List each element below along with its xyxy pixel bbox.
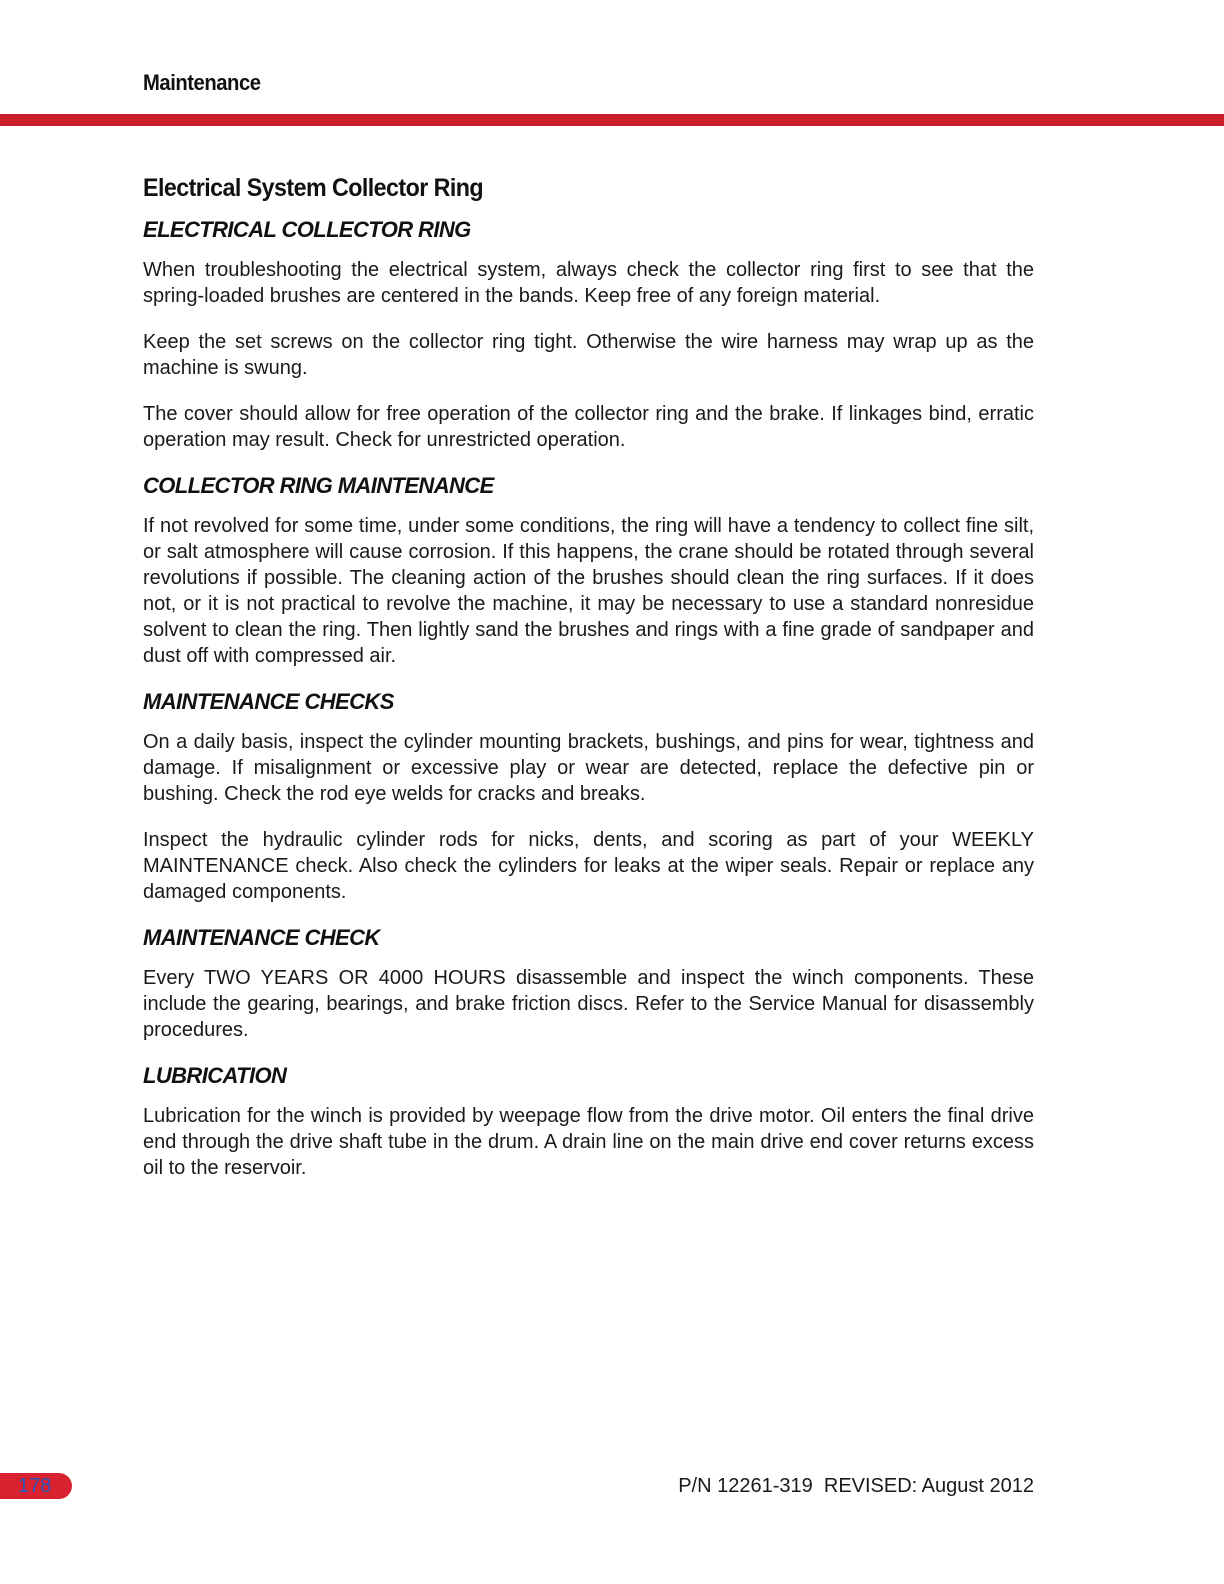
running-header: Maintenance [143,70,261,95]
page-content [143,174,1034,1201]
footer-part-info: P/N 12261-319 REVISED: August 2012 [678,1475,1034,1497]
subheading-lubrication: LUBRICATION [143,1063,287,1088]
subheading-collector-ring-maintenance: COLLECTOR RING MAINTENANCE [143,473,494,498]
paragraph: Inspect the hydraulic cylinder rods for nicks, dents, and scoring as part of your WEEKLY MAINTENANCE check. Also check the cylinders for leaks at the wiper seals. Repair or replace any damaged components. [143,829,1034,903]
subheading-maintenance-checks: MAINTENANCE CHECKS [143,689,394,714]
subheading-electrical-collector-ring: ELECTRICAL COLLECTOR RING [143,217,471,242]
paragraph: Lubrication for the winch is provided by weepage flow from the drive motor. Oil enters the final drive end through the drive shaft tube in the drum. A drain line on the main drive end cover returns excess oil to the reservoir. [143,1105,1034,1179]
paragraph: If not revolved for some time, under some conditions, the ring will have a tendency to collect fine silt, or salt atmosphere will cause corrosion. If this happens, the crane should be rotated through several revolutions if possible. The cleaning action of the brushes should clean the ring surfaces. If it does not, or it is not practical to revolve the machine, it may be necessary to use a standard nonresidue solvent to clean the ring. Then lightly sand the brushes and rings with a fine grade of sandpaper and dust off with compressed air. [143,515,1034,667]
paragraph: Keep the set screws on the collector ring tight. Otherwise the wire harness may wrap up as the machine is swung. [143,331,1034,379]
paragraph: The cover should allow for free operation of the collector ring and the brake. If linkages bind, erratic operation may result. Check for unrestricted operation. [143,403,1034,451]
paragraph: On a daily basis, inspect the cylinder mounting brackets, bushings, and pins for wear, tightness and damage. If misalignment or excessive play or wear are detected, replace the defective pin or bushing. Check the rod eye welds for cracks and breaks. [143,731,1034,805]
header-rule [0,114,1224,126]
page-number: 178 [18,1475,52,1497]
paragraph: Every TWO YEARS OR 4000 HOURS disassemble and inspect the winch components. These include the gearing, bearings, and brake friction discs. Refer to the Service Manual for disassembly procedures. [143,967,1034,1041]
paragraph: When troubleshooting the electrical system, always check the collector ring first to see that the spring-loaded brushes are centered in the bands. Keep free of any foreign material. [143,259,1034,307]
subheading-maintenance-check: MAINTENANCE CHECK [143,925,380,950]
page-title: Electrical System Collector Ring [143,174,484,202]
